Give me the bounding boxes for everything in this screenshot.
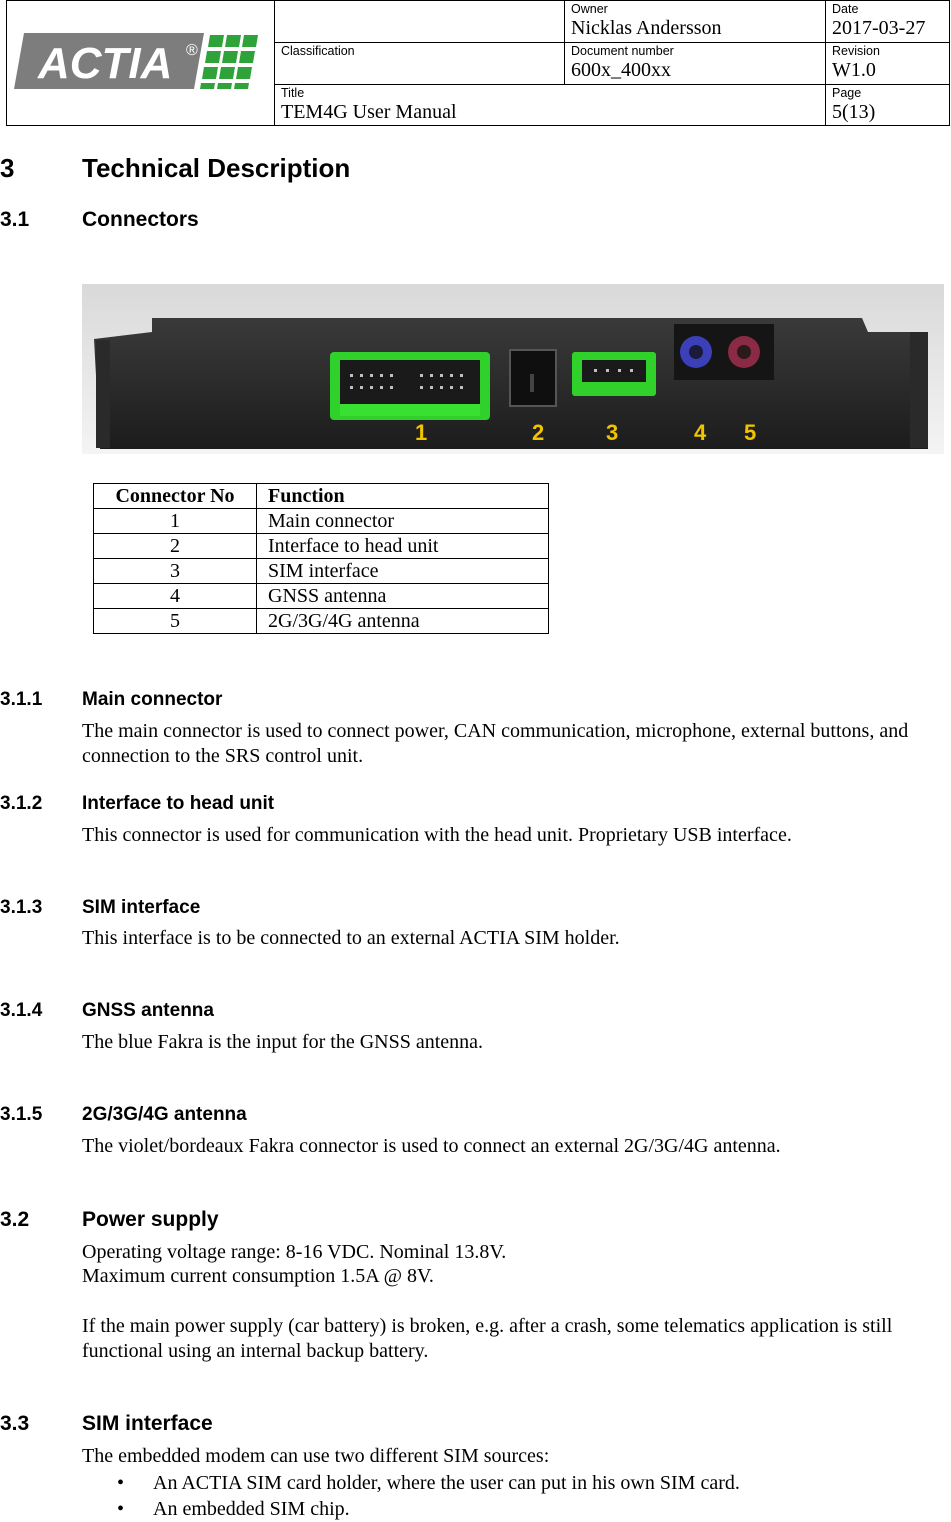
classification-label: Classification bbox=[281, 44, 355, 58]
owner-value: Nicklas Andersson bbox=[571, 17, 722, 39]
docnum-value: 600x_400xx bbox=[571, 59, 671, 81]
docnum-cell bbox=[565, 43, 826, 85]
paragraph-current: Maximum current consumption 1.5A @ 8V. bbox=[82, 1265, 434, 1287]
table-cell: 1 bbox=[94, 509, 257, 534]
list-item-text: An ACTIA SIM card holder, where the user can put in his own SIM card. bbox=[153, 1472, 740, 1494]
table-cell: Main connector bbox=[257, 509, 549, 534]
heading-number: 3 bbox=[0, 153, 15, 183]
heading-number: 3.1.4 bbox=[0, 1000, 43, 1021]
heading-title: Power supply bbox=[82, 1208, 219, 1231]
table-header-connector-no: Connector No bbox=[94, 484, 257, 509]
table-cell: GNSS antenna bbox=[257, 584, 549, 609]
table-row bbox=[94, 559, 549, 584]
table-cell: Interface to head unit bbox=[257, 534, 549, 559]
owner-cell bbox=[565, 1, 826, 43]
list-item bbox=[0, 1496, 740, 1522]
paragraph-head-unit: This connector is used for communication with the head unit. Proprietary USB interface. bbox=[82, 824, 792, 846]
heading-number: 3.2 bbox=[0, 1208, 30, 1231]
revision-cell bbox=[826, 43, 950, 85]
logo-cell bbox=[7, 1, 275, 126]
table-cell: 3 bbox=[94, 559, 257, 584]
heading-number: 3.1 bbox=[0, 208, 30, 231]
table-header-function: Function bbox=[257, 484, 549, 509]
table-row bbox=[94, 609, 549, 634]
heading-title: SIM interface bbox=[82, 897, 201, 918]
paragraph-cellular-antenna: The violet/bordeaux Fakra connector is used to connect an external 2G/3G/4G antenna. bbox=[82, 1135, 781, 1157]
table-cell: 2G/3G/4G antenna bbox=[257, 609, 549, 634]
heading-number: 3.1.1 bbox=[0, 689, 43, 710]
heading-number: 3.1.5 bbox=[0, 1104, 43, 1125]
owner-label: Owner bbox=[571, 2, 608, 16]
paragraph-voltage: Operating voltage range: 8-16 VDC. Nominal 13.8V. bbox=[82, 1241, 507, 1263]
table-cell: SIM interface bbox=[257, 559, 549, 584]
photo-label-2: 2 bbox=[532, 420, 545, 445]
table-row bbox=[94, 584, 549, 609]
sim-source-list bbox=[0, 1470, 740, 1522]
heading-title: Main connector bbox=[82, 689, 223, 710]
photo-label-1: 1 bbox=[415, 420, 428, 445]
paragraph-sim-sources: The embedded modem can use two different SIM sources: bbox=[82, 1445, 550, 1467]
table-cell: 4 bbox=[94, 584, 257, 609]
paragraph-gnss: The blue Fakra is the input for the GNSS antenna. bbox=[82, 1031, 484, 1053]
heading-title: Connectors bbox=[82, 208, 199, 231]
list-item bbox=[0, 1470, 740, 1496]
revision-value: W1.0 bbox=[832, 59, 876, 81]
document-header bbox=[6, 0, 950, 126]
device-connector-photo bbox=[82, 284, 944, 454]
heading-title: GNSS antenna bbox=[82, 1000, 214, 1021]
list-item-text: An embedded SIM chip. bbox=[153, 1498, 350, 1520]
heading-title: Technical Description bbox=[82, 153, 351, 183]
heading-title: Interface to head unit bbox=[82, 793, 275, 814]
title-value: TEM4G User Manual bbox=[281, 101, 457, 123]
photo-label-5: 5 bbox=[744, 420, 757, 445]
svg-text:®: ® bbox=[185, 41, 198, 59]
header-blank bbox=[275, 1, 565, 43]
date-label: Date bbox=[832, 2, 859, 16]
page-label: Page bbox=[832, 86, 862, 100]
connector-table bbox=[93, 483, 549, 634]
classification-cell bbox=[275, 43, 565, 85]
bullet-icon: • bbox=[117, 1472, 125, 1494]
table-cell: 2 bbox=[94, 534, 257, 559]
table-cell: 5 bbox=[94, 609, 257, 634]
date-cell bbox=[826, 1, 950, 43]
heading-title: 2G/3G/4G antenna bbox=[82, 1104, 247, 1125]
title-label: Title bbox=[281, 86, 305, 100]
table-row bbox=[94, 534, 549, 559]
page-cell bbox=[826, 85, 950, 126]
table-row bbox=[94, 509, 549, 534]
title-cell bbox=[275, 85, 826, 126]
bullet-icon: • bbox=[117, 1498, 125, 1520]
photo-label-4: 4 bbox=[694, 420, 707, 445]
revision-label: Revision bbox=[832, 44, 880, 58]
photo-label-3: 3 bbox=[606, 420, 619, 445]
table-header-row bbox=[94, 484, 549, 509]
docnum-label: Document number bbox=[571, 44, 674, 58]
heading-title: SIM interface bbox=[82, 1412, 213, 1435]
actia-logo bbox=[7, 1, 274, 124]
heading-number: 3.1.3 bbox=[0, 897, 43, 918]
svg-text:ACTIA: ACTIA bbox=[37, 38, 172, 88]
paragraph-backup-battery: If the main power supply (car battery) is broken, e.g. after a crash, some telematics application is still functional using an internal backup battery. bbox=[82, 1315, 893, 1362]
date-value: 2017-03-27 bbox=[832, 17, 926, 39]
page-value: 5(13) bbox=[832, 101, 876, 123]
paragraph-main-connector: The main connector is used to connect power, CAN communication, microphone, external buttons, and connection to the SRS control unit. bbox=[82, 720, 909, 767]
heading-number: 3.1.2 bbox=[0, 793, 43, 814]
heading-number: 3.3 bbox=[0, 1412, 30, 1435]
paragraph-sim-interface: This interface is to be connected to an external ACTIA SIM holder. bbox=[82, 927, 620, 949]
